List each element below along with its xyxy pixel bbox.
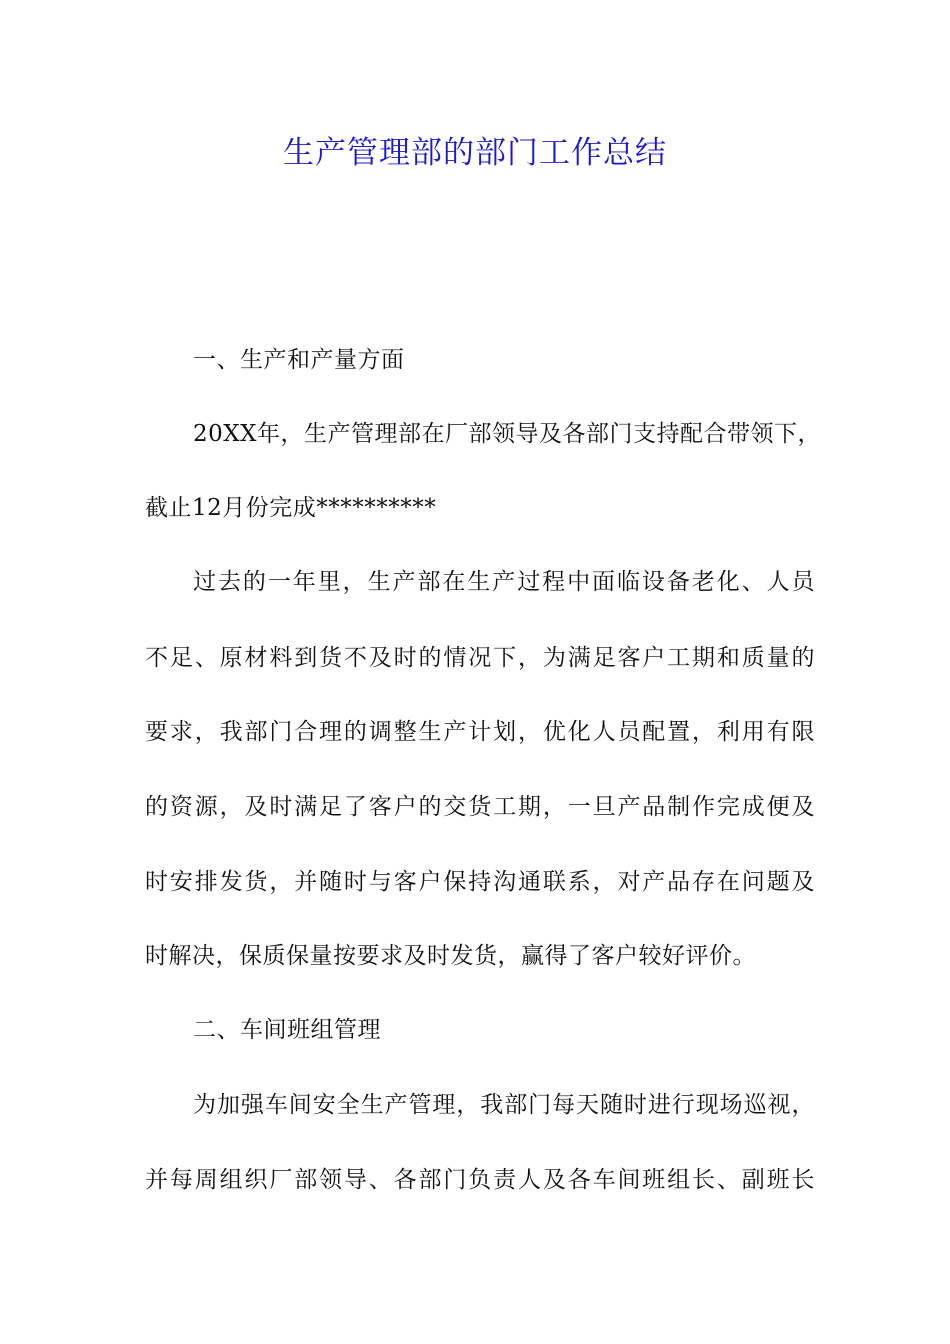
section-heading-production: 一、生产和产量方面 (193, 347, 405, 373)
paragraph-line: 为加强车间安全生产管理，我部门每天随时进行现场巡视， (193, 1092, 815, 1118)
paragraph-line: 时安排发货，并随时与客户保持沟通联系，对产品存在问题及 (145, 869, 815, 895)
paragraph-line: 要求，我部门合理的调整生产计划，优化人员配置，利用有限 (145, 719, 815, 745)
paragraph-line: 过去的一年里，生产部在生产过程中面临设备老化、人员 (193, 569, 815, 595)
paragraph-line: 并每周组织厂部领导、各部门负责人及各车间班组长、副班长 (145, 1167, 815, 1193)
section-heading-workshop: 二、车间班组管理 (193, 1017, 381, 1043)
paragraph-line: 的资源，及时满足了客户的交货工期，一旦产品制作完成便及 (145, 794, 815, 820)
paragraph-line: 截止12月份完成********** (145, 495, 437, 521)
paragraph-line: 20XX年，生产管理部在厂部领导及各部门支持配合带领下， (193, 421, 822, 447)
paragraph-line: 不足、原材料到货不及时的情况下，为满足客户工期和质量的 (145, 645, 815, 671)
document-title: 生产管理部的部门工作总结 (283, 135, 667, 171)
paragraph-line: 时解决，保质保量按要求及时发货，赢得了客户较好评价。 (145, 943, 756, 969)
